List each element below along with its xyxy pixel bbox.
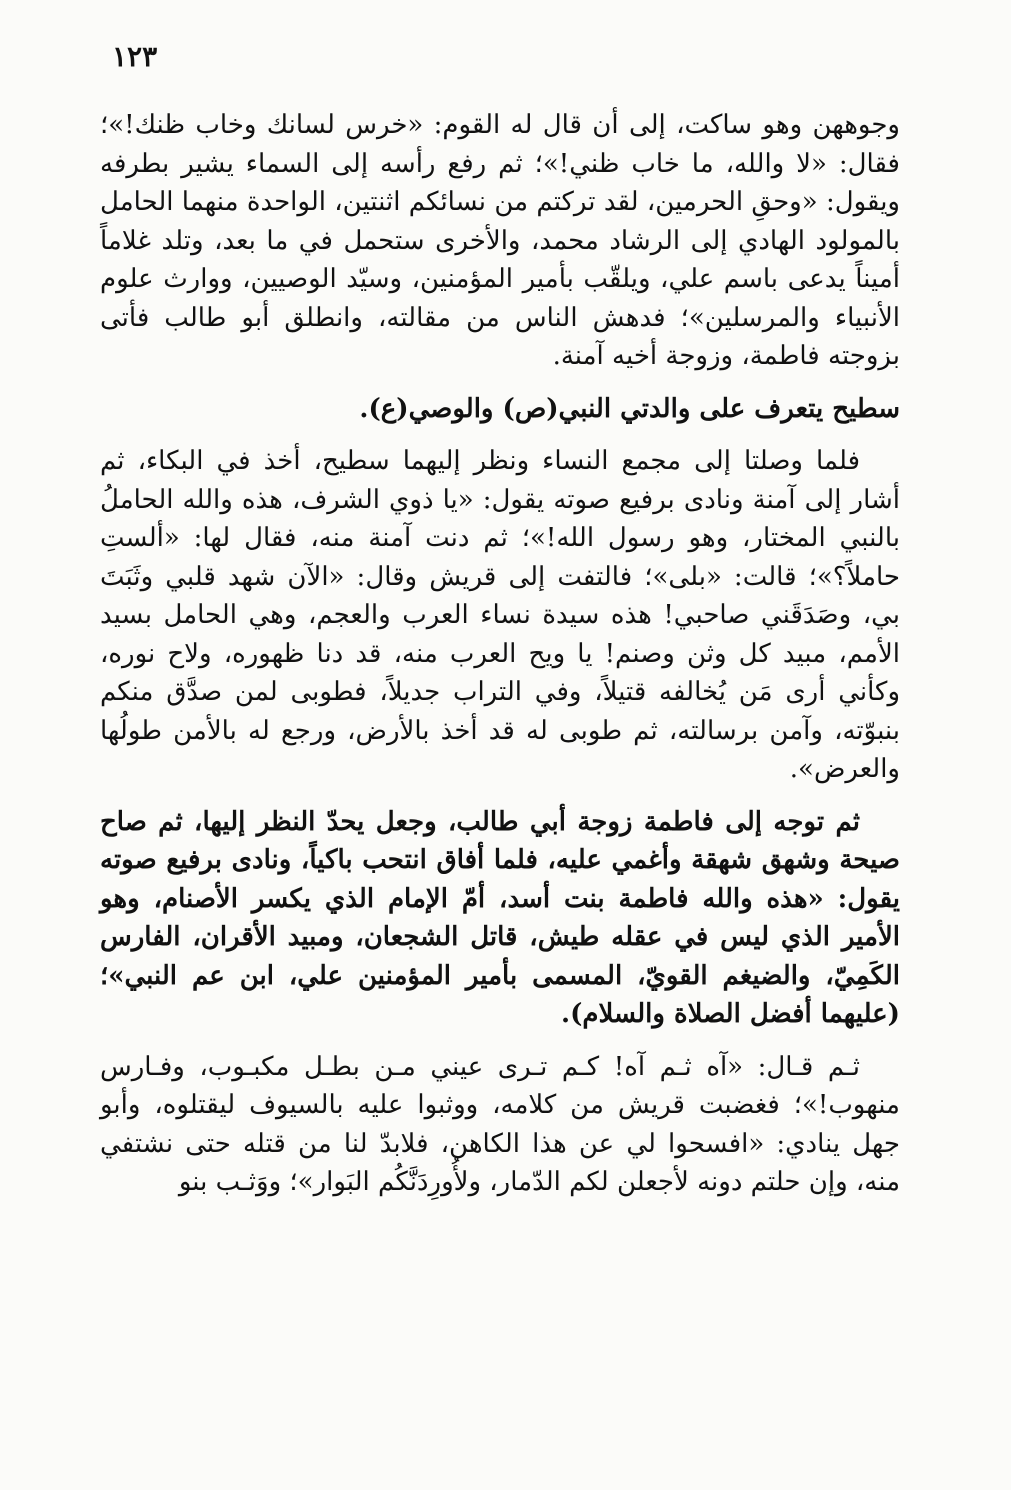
- page-text: [100, 106, 900, 1202]
- paragraph-2: فلما وصلتا إلى مجمع النساء ونظر إليهما سطيح، أخذ في البكاء، ثم أشار إلى آمنة ونادى برفيع صوته يقول: «يا ذوي الشرف، هذه والله الحاملُ بالنبي المختار، وهو رسول الله!»؛ ثم دنت آمنة منه، فقال لها: «ألستِ حاملاً؟»؛ قالت: «بلى»؛ فالتفت إلى قريش وقال: «الآن شهد قلبي وثَبَتَ بي، وصَدَقَني صاحبي! هذه سيدة نساء العرب والعجم، وهي الحامل بسيد الأمم، مبيد كل وثن وصنم! يا ويح العرب منه، قد دنا ظهوره، ولاح نوره، وكأني أرى مَن يُخالفه قتيلاً، وفي التراب جديلاً، فطوبى لمن صدَّق منكم بنبوّته، وآمن برسالته، ثم طوبى له قد أخذ بالأرض، ورجع له بالأمن طولُها والعرض».: [100, 446, 900, 784]
- paragraph-4: ثـم قـال: «آه ثـم آه! كـم تـرى عيني مـن بطـل مكبـوب، وفـارس منهوب!»؛ فغضبت قريش من كلامه، ووثبوا عليه بالسيوف ليقتلوه، وأبو جهل ينادي: «افسحوا لي عن هذا الكاهن، فلابدّ لنا من قتله حتى نشتفي منه، وإن حلتم دونه لأجعلن لكم الدّمار، ولأُورِدَنَّكُم البَوار»؛ ووَثـب بنو: [100, 1051, 900, 1197]
- paragraph-1: وجوههن وهو ساكت، إلى أن قال له القوم: «خرس لسانك وخاب ظنك!»؛ فقال: «لا والله، ما خاب ظني!»؛ ثم رفع رأسه إلى السماء يشير بطرفه ويقول: «وحقِ الحرمين، لقد تركتم من نسائكم اثنتين، الواحدة منهما الحامل بالمولود الهادي إلى الرشاد محمد، والأخرى ستحمل في ما بعد، وتلد غلاماً أميناً يدعى باسم علي، ويلقّب بأمير المؤمنين، وسيّد الوصيين، ووارث علوم الأنبياء والمرسلين»؛ فدهش الناس من مقالته، وانطلق أبو طالب فأتى بزوجته فاطمة، وزوجة أخيه آمنة.: [100, 110, 900, 371]
- page-number: ١٢٣: [112, 40, 158, 73]
- paragraph-3: ثم توجه إلى فاطمة زوجة أبي طالب، وجعل يحدّ النظر إليها، ثم صاح صيحة وشهق شهقة وأغمي عليه، فلما أفاق انتحب باكياً، ونادى برفيع صوته يقول: «هذه والله فاطمة بنت أسد، أمّ الإمام الذي يكسر الأصنام، وهو الأمير الذي ليس في عقله طيش، قاتل الشجعان، ومبيد الأقران، الفارس الكَمِيّ، والضيغم القويّ، المسمى بأمير المؤمنين علي، ابن عم النبي»؛ (عليهما أفضل الصلاة والسلام).: [100, 806, 900, 1029]
- section-heading: سطيح يتعرف على والدتي النبي(ص) والوصي(ع).: [359, 393, 900, 424]
